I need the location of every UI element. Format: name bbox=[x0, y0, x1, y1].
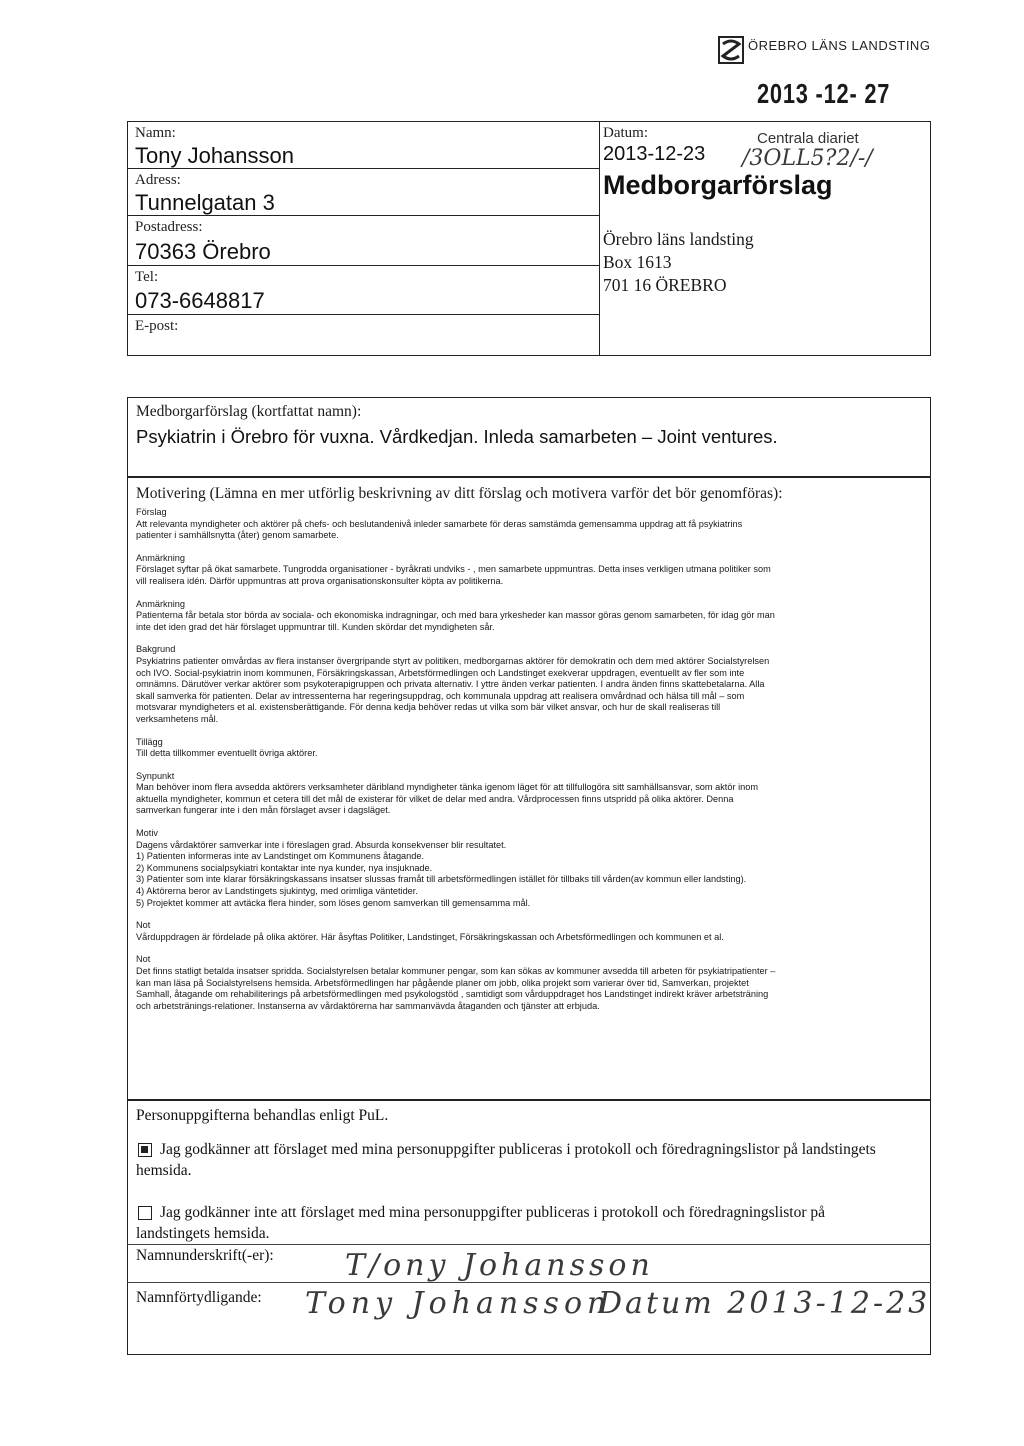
section-line: Man behöver inom flera avsedda aktörers verksamheter däribland myndigheter tänka igenom läget för att tillfullogöra sitt samhällsansvar, som aktör inom bbox=[136, 782, 758, 793]
motivation-label: Motivering (Lämna en mer utförlig beskrivning av ditt förslag och motivera varför det bör genomföras): bbox=[136, 485, 783, 502]
name-field[interactable]: Tony Johansson bbox=[135, 143, 294, 168]
section-line: inte det iden grad det här förslaget uppmuntrar till. Kunden skördar det myndigheten sår. bbox=[136, 621, 495, 632]
motivation-section bbox=[136, 771, 926, 817]
section-heading: Motiv bbox=[136, 828, 158, 839]
section-line: skall samverka för patienten. Delar av intressenterna har regeringsuppdrag, och kommunala uppdrag att realisera omvårdnad och hälsa till mål – som bbox=[136, 690, 745, 701]
consent-yes-checkbox[interactable] bbox=[138, 1143, 152, 1157]
motivation-section bbox=[136, 954, 926, 1012]
date-field[interactable]: 2013-12-23 bbox=[603, 143, 706, 165]
section-line: och arbetstränings-relationer. Instanserna av vårdaktörerna har sammanvävda åtaganden och tjänster att erbjuda. bbox=[136, 1000, 600, 1011]
section-line: Dagens vårdaktörer samverkar inte i föreslagen grad. Absurda konsekvenser blir resultatet. bbox=[136, 839, 507, 850]
landsting-logo-icon bbox=[718, 36, 744, 64]
signature-field[interactable]: T/ony Johansson bbox=[345, 1248, 654, 1283]
section-line: 2) Kommunens socialpsykiatri kontaktar inte nya kunder, nya insjuknade. bbox=[136, 862, 433, 873]
section-heading: Anmärkning bbox=[136, 552, 186, 563]
section-heading: Bakgrund bbox=[136, 644, 176, 655]
section-line: 3) Patienter som inte klarar försäkringskassans insatser slussas framåt till arbetsförmedlingen istället för tillbaks till vården(av kommun eller landsting). bbox=[136, 874, 747, 885]
consent-yes-label-cont: hemsida. bbox=[136, 1162, 192, 1179]
document-title: Medborgarförslag bbox=[603, 170, 833, 200]
section-line: aktuella myndigheter, kommun et cetera till det mål de existerar för vilket de delar med andra. Vårdprocessen finns utspridd på olika aktörer. Denna bbox=[136, 793, 734, 804]
section-heading: Tillägg bbox=[136, 736, 163, 747]
phone-field[interactable]: 073-6648817 bbox=[135, 288, 265, 313]
postal-label: Postadress: bbox=[135, 219, 203, 235]
section-line: vill realisera idén. Därför uppmuntras att prova organisationskonsulter köpta av politikerna. bbox=[136, 575, 504, 586]
section-line: och IVO. Social-psykiatrin inom kommunen, Försäkringskassan, Arbetsförmedlingen och Landstinget exekverar uppdragen, eventuellt av fler som inte bbox=[136, 667, 745, 678]
motivation-section bbox=[136, 553, 926, 588]
section-line: 5) Projektet kommer att avtäcka flera hinder, som löses genom samverkan till gemensamma mål. bbox=[136, 897, 531, 908]
section-line: verksamhetens mål. bbox=[136, 713, 219, 724]
phone-label: Tel: bbox=[135, 269, 159, 285]
clarification-label: Namnförtydligande: bbox=[136, 1289, 262, 1306]
divider bbox=[127, 265, 599, 266]
clarification-field[interactable]: Tony Johansson bbox=[305, 1286, 612, 1321]
section-heading: Synpunkt bbox=[136, 770, 175, 781]
motivation-section bbox=[136, 644, 926, 725]
motivation-field[interactable] bbox=[136, 507, 926, 1023]
motivation-section bbox=[136, 737, 926, 760]
name-label: Namn: bbox=[135, 125, 176, 141]
postal-field[interactable]: 70363 Örebro bbox=[135, 239, 271, 264]
section-line: patienter i samhällsnytta (åter) genom samarbete. bbox=[136, 530, 339, 541]
section-line: Samhall, åtagande om rehabiliterings på arbetsförmedlingen med psykologstöd , samtidigt som vårduppdraget hos Landstinget indirekt kräver arbetsträning bbox=[136, 989, 769, 1000]
summary-label: Medborgarförslag (kortfattat namn): bbox=[136, 403, 362, 420]
consent-no-label-cont: landstingets hemsida. bbox=[136, 1225, 270, 1242]
divider bbox=[127, 314, 599, 315]
organization-header: ÖREBRO LÄNS LANDSTING bbox=[748, 38, 931, 53]
signature-divider bbox=[127, 1282, 931, 1283]
recipient-address bbox=[603, 228, 754, 297]
summary-field[interactable]: Psykiatrin i Örebro för vuxna. Vårdkedjan. Inleda samarbeten – Joint ventures. bbox=[136, 426, 778, 447]
section-heading: Förslag bbox=[136, 507, 167, 517]
received-date-stamp: 2013 -12- 27 bbox=[757, 78, 891, 109]
address-field[interactable]: Tunnelgatan 3 bbox=[135, 190, 275, 215]
recipient-box: Box 1613 bbox=[603, 252, 672, 272]
section-heading: Not bbox=[136, 920, 151, 931]
motivation-section bbox=[136, 599, 926, 634]
motivation-section bbox=[136, 507, 926, 542]
section-line: Vårduppdragen är fördelade på olika aktörer. Här åsyftas Politiker, Landstinget, Försäkringskassan och Arbetsförmedlingen och kommunen et al. bbox=[136, 931, 724, 942]
section-line: omnämns. Därutöver verkar aktörer som psykoterapigruppen och privata alternativ. I yttre änden verkar patienten. I andra änden finns skattebetalarna. Alla bbox=[136, 679, 765, 690]
signature-label: Namnunderskrift(-er): bbox=[136, 1247, 274, 1264]
address-label: Adress: bbox=[135, 172, 181, 188]
section-line: Patienterna får betala stor börda av sociala- och ekonomiska indragningar, och med bara yrkesheder kan massor göras genom samarbeten, för idag gör man bbox=[136, 610, 775, 621]
section-line: Psykiatrins patienter omvårdas av flera instanser övergripande styrt av politiken, medborgarnas aktörer för demokratin och dem med aktörer Socialstyrelsen bbox=[136, 655, 770, 666]
recipient-name: Örebro läns landsting bbox=[603, 229, 754, 249]
recipient-city: 701 16 ÖREBRO bbox=[603, 275, 727, 295]
registry-number: /3OLL5?2/-/ bbox=[742, 146, 873, 171]
section-line: Det finns statligt betalda insatser spridda. Socialstyrelsen betalar kommuner pengar, som kan sökas av kommuner avsedda till arbeten för psykiatripatienter – bbox=[136, 966, 776, 976]
section-line: 4) Aktörerna beror av Landstingets sjukintyg, med orimliga väntetider. bbox=[136, 886, 418, 897]
section-line: Till detta tillkommer eventuellt övriga aktörer. bbox=[136, 748, 318, 759]
consent-no-label: Jag godkänner inte att förslaget med mina personuppgifter publiceras i protokoll och föredragningslistor på bbox=[160, 1204, 826, 1221]
section-line: 1) Patienten informeras inte av Landstinget om Kommunens åtagande. bbox=[136, 851, 425, 862]
email-label: E-post: bbox=[135, 318, 179, 334]
section-heading: Not bbox=[136, 954, 151, 965]
section-line: kan man läsa på Socialstyrelsens hemsida. Arbetsförmedlingen har pågående planer om jobb, olika projekt som varierar över tid, Samverkan, projektet bbox=[136, 977, 749, 988]
registry-label: Centrala diariet bbox=[757, 130, 859, 147]
section-line: samverkan fungerar inte i den mån förslaget avser i dagsläget. bbox=[136, 805, 391, 816]
section-line: motsvarar myndigheters et al. existensberättigande. För denna kedja behöver redas ut vilka som bär vilket ansvar, och hur de skall realiseras till bbox=[136, 702, 721, 713]
date-label: Datum: bbox=[603, 125, 648, 141]
handwritten-date: Datum 2013-12-23 bbox=[598, 1286, 931, 1321]
section-line: Att relevanta myndigheter och aktörer på chefs- och beslutandenivå inleder samarbete för deras samstämda gemensamma uppdrag att få psykiatrins bbox=[136, 518, 743, 529]
section-heading: Anmärkning bbox=[136, 598, 186, 609]
consent-no-checkbox[interactable] bbox=[138, 1206, 152, 1220]
motivation-section bbox=[136, 920, 926, 943]
consent-yes-label: Jag godkänner att förslaget med mina personuppgifter publiceras i protokoll och föredragningslistor på landstingets bbox=[160, 1141, 876, 1158]
section-line: Förslaget syftar på ökat samarbete. Tungrodda organisationer - byråkrati undviks - , men samarbete uppmuntras. Detta inses verkligen utmana politiker som bbox=[136, 564, 771, 575]
motivation-section bbox=[136, 828, 926, 909]
pul-text: Personuppgifterna behandlas enligt PuL. bbox=[136, 1107, 389, 1124]
